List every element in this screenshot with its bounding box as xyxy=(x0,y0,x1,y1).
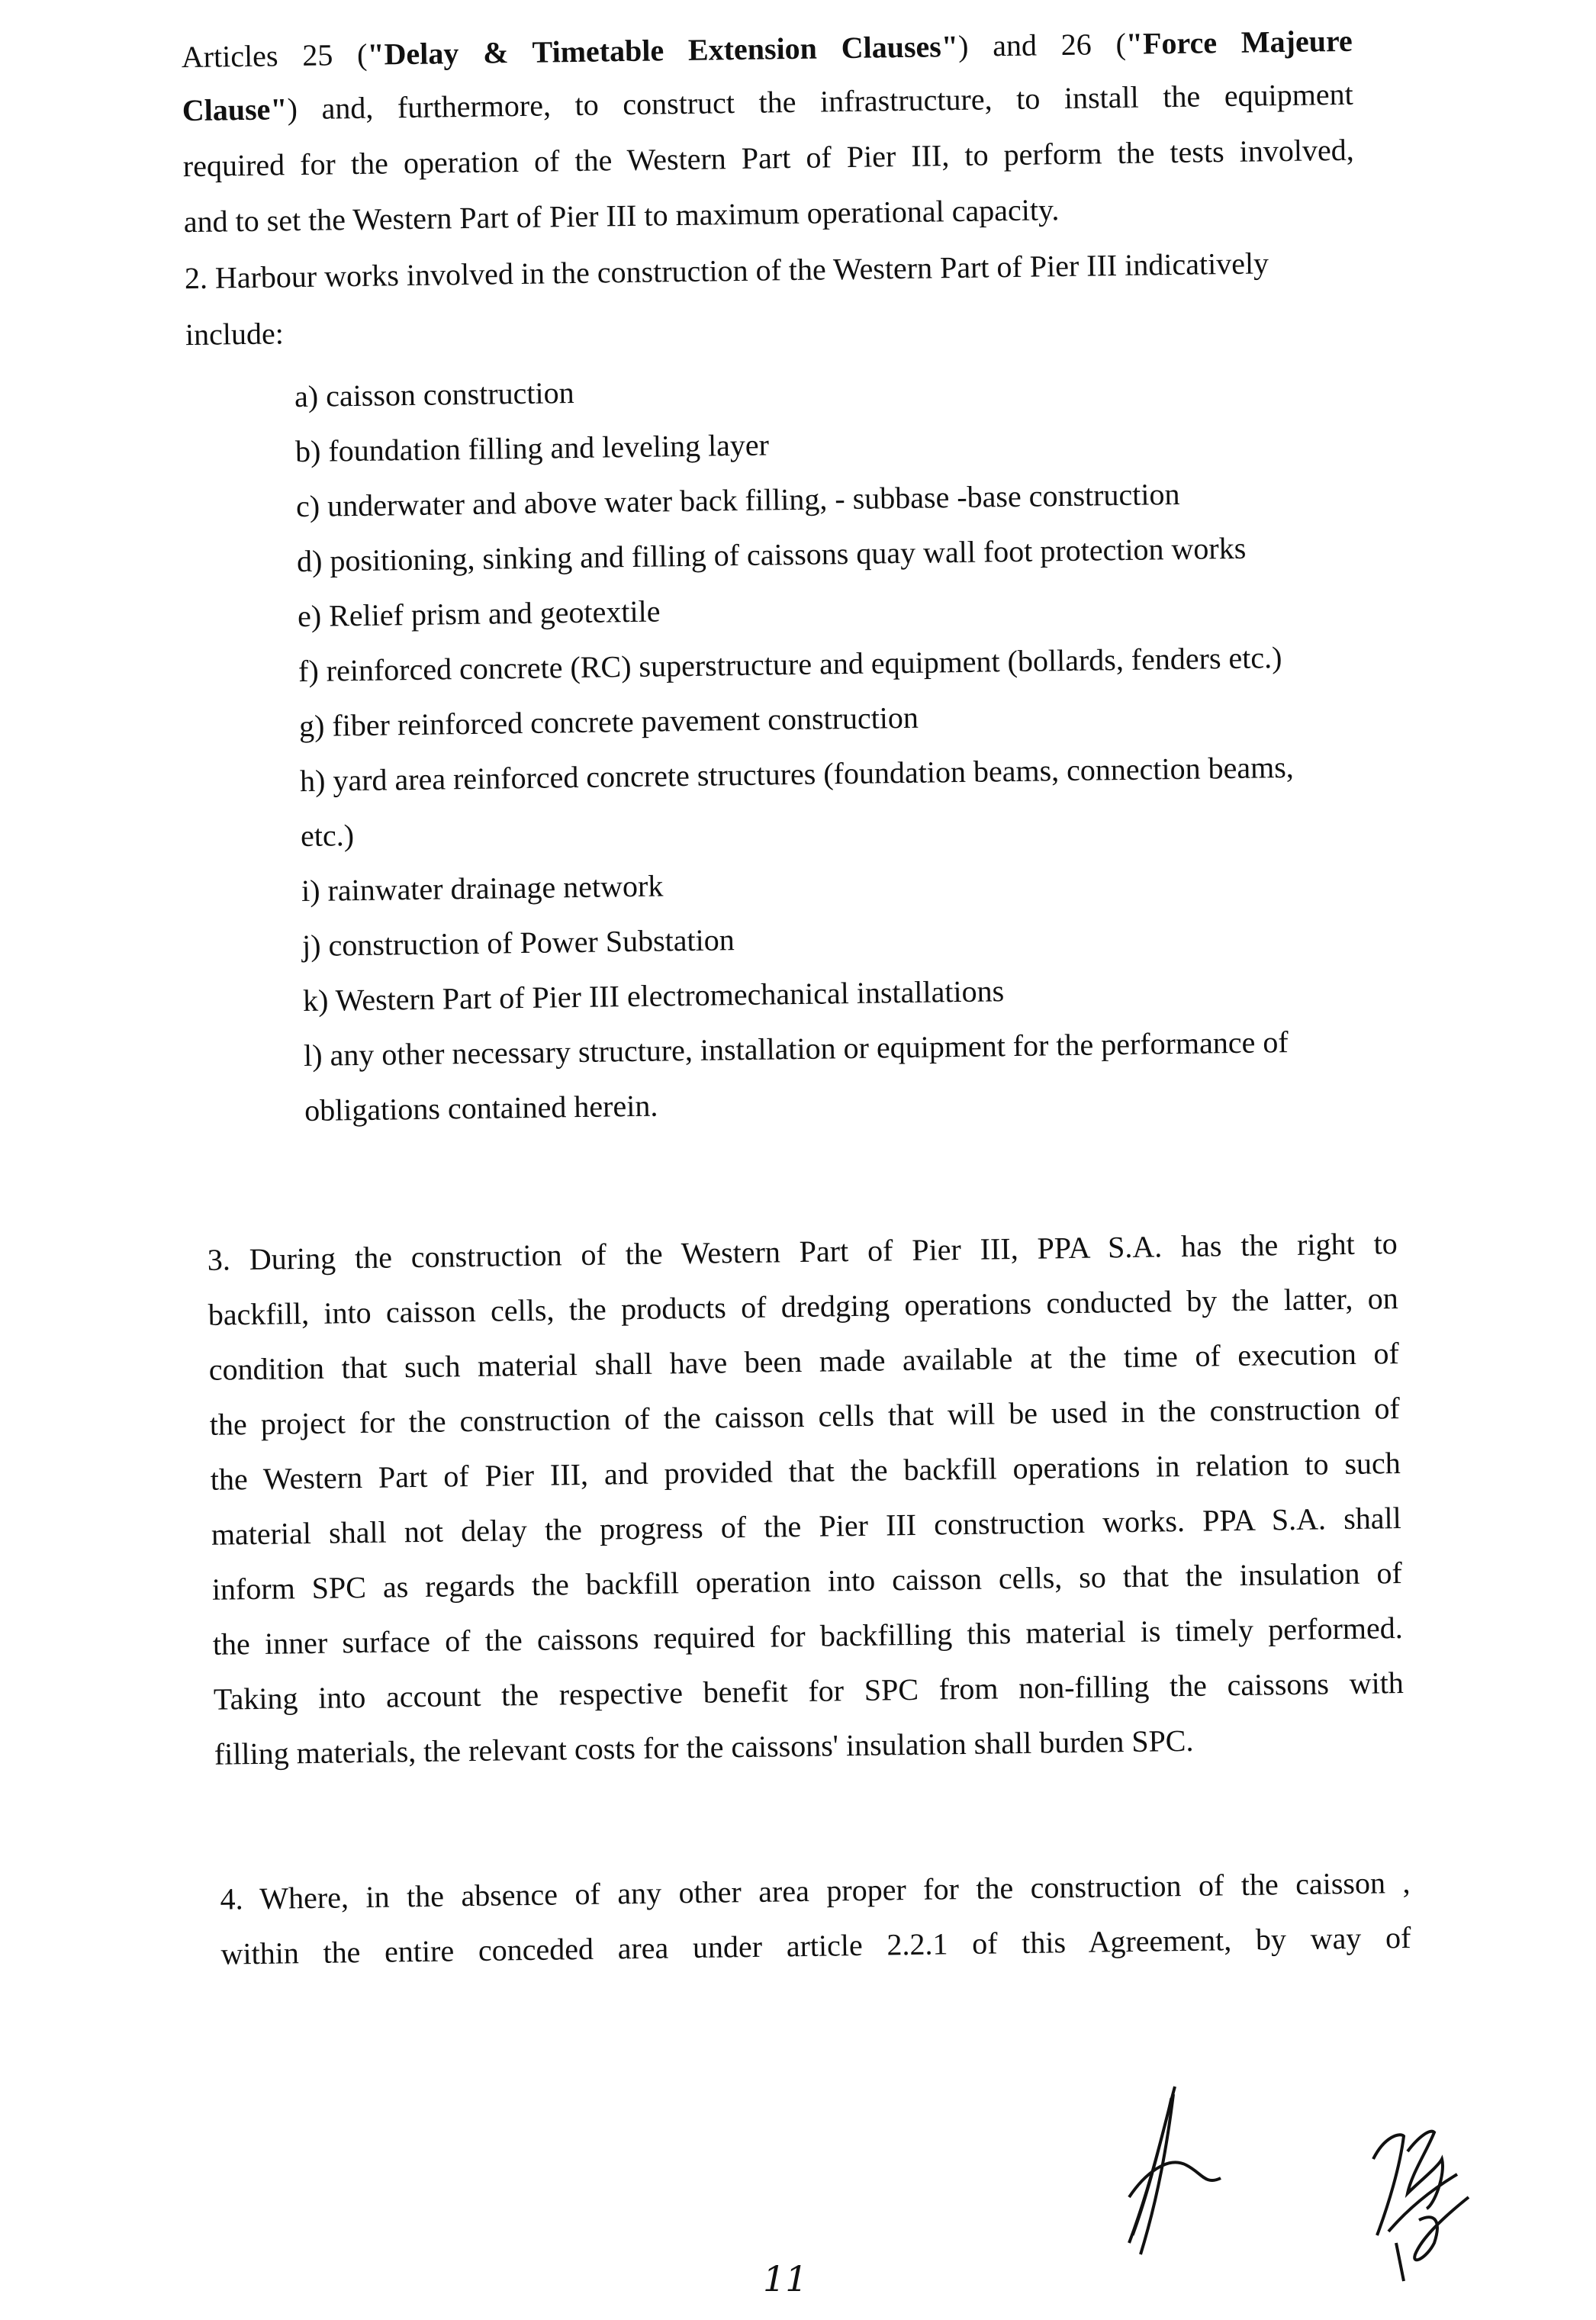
list-item-i: i) rainwater drainage network xyxy=(301,868,664,909)
para3-line7: inform SPC as regards the backfill operation into caisson cells, so that the insulation of xyxy=(211,1556,1403,1607)
para1-line1 xyxy=(182,23,1353,76)
bold-text: Clause" xyxy=(182,92,288,128)
text: ) and, furthermore, to construct the infrastructure, to install the equipment xyxy=(287,76,1353,127)
list-item-d: d) positioning, sinking and filling of caissons quay wall foot protection works xyxy=(296,530,1247,579)
list-item-e: e) Relief prism and geotextile xyxy=(297,594,661,634)
para3-line10: filling materials, the relevant costs for the caissons' insulation shall burden SPC. xyxy=(214,1723,1194,1771)
para2-line1: 2. Harbour works involved in the construction of the Western Part of Pier III indicatively xyxy=(184,246,1269,296)
para3-line9: Taking into account the respective benefit for SPC from non-filling the caissons with xyxy=(213,1665,1405,1717)
list-item-g: g) fiber reinforced concrete pavement construction xyxy=(298,700,919,744)
list-item-h: h) yard area reinforced concrete structures (foundation beams, connection beams, xyxy=(299,749,1295,799)
para3-line4: the project for the construction of the caisson cells that will be used in the construction of xyxy=(209,1391,1401,1442)
text: Articles 25 ( xyxy=(181,37,368,75)
para3-line3: condition that such material shall have been made available at the time of execution of xyxy=(208,1336,1400,1387)
para3-line6: material shall not delay the progress of the Pier III construction works. PPA S.A. shall xyxy=(211,1501,1402,1552)
para4-line1: 4. Where, in the absence of any other area proper for the construction of the caisson , xyxy=(220,1865,1411,1916)
list-item-l: l) any other necessary structure, installation or equipment for the performance of xyxy=(303,1025,1289,1073)
para2-line2: include: xyxy=(185,316,285,352)
list-item-h-cont: etc.) xyxy=(300,818,355,854)
list-item-k: k) Western Part of Pier III electromechanical installations xyxy=(302,973,1005,1018)
list-item-f: f) reinforced concrete (RC) superstructure and equipment (bollards, fenders etc.) xyxy=(298,640,1282,689)
bold-text: "Delay & Timetable Extension Clauses" xyxy=(367,28,959,72)
signature-2-icon xyxy=(1366,2121,1541,2289)
page-number: 11 xyxy=(763,2258,808,2299)
para3-line8: the inner surface of the caissons required for backfilling this material is timely performed. xyxy=(212,1610,1404,1662)
list-item-a: a) caisson construction xyxy=(294,375,574,414)
text: ) and 26 ( xyxy=(957,26,1127,63)
list-item-l-cont: obligations contained herein. xyxy=(304,1088,658,1128)
bold-text: "Force Majeure xyxy=(1125,23,1353,61)
para4-line2: within the entire conceded area under article 2.2.1 of this Agreement, by way of xyxy=(220,1919,1411,1971)
para1-line3: required for the operation of the Western Part of Pier III, to perform the tests involved, xyxy=(182,132,1354,184)
para3-line1: 3. During the construction of the Western Part of Pier III, PPA S.A. has the right to xyxy=(207,1226,1398,1277)
para1-line2 xyxy=(182,76,1353,129)
list-item-c: c) underwater and above water back filling, - subbase -base construction xyxy=(295,476,1180,524)
para3-line5: the Western Part of Pier III, and provided that the backfill operations in relation to such xyxy=(210,1446,1401,1497)
list-item-b: b) foundation filling and leveling layer xyxy=(294,427,770,469)
signature-1-icon xyxy=(1099,2083,1297,2266)
list-item-j: j) construction of Power Substation xyxy=(301,922,735,964)
para3-line2: backfill, into caisson cells, the products of dredging operations conducted by the latter, on xyxy=(208,1281,1399,1332)
para1-line4: and to set the Western Part of Pier III to maximum operational capacity. xyxy=(183,192,1060,240)
